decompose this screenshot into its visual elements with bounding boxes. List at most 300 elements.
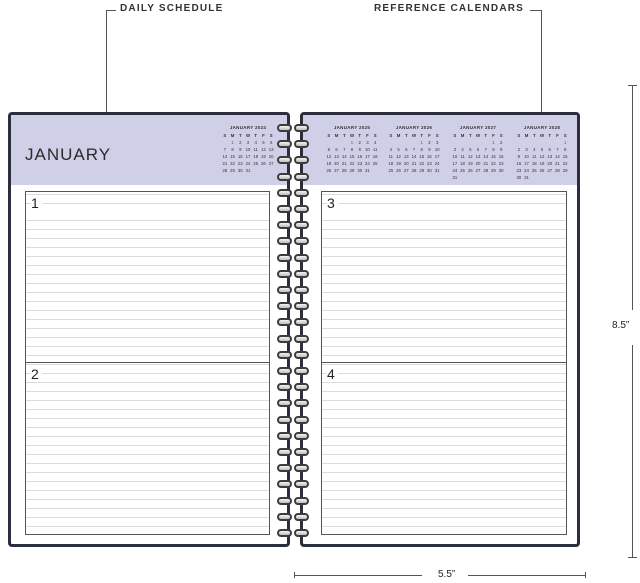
mini-calendar-title: JANUARY 2027 — [459, 125, 497, 130]
ring-loop — [277, 367, 292, 375]
calendar-date: 26 — [539, 168, 545, 173]
calendar-date: 27 — [403, 168, 409, 173]
height-dimension-label: 8.5” — [612, 320, 630, 331]
ring-loop — [294, 448, 309, 456]
calendar-date: 12 — [326, 154, 332, 159]
calendar-date: 15 — [230, 154, 235, 159]
ring-loop — [294, 480, 309, 488]
calendar-date: 21 — [483, 161, 489, 166]
calendar-date: 2 — [499, 140, 503, 145]
calendar-date: 8 — [231, 147, 234, 152]
calendar-date: 29 — [491, 168, 496, 173]
calendar-date: 9 — [517, 154, 521, 159]
calendar-date: 12 — [539, 154, 545, 159]
calendar-date: 7 — [556, 147, 559, 152]
calendar-date: 11 — [372, 147, 378, 152]
weekday-label: S — [435, 133, 439, 138]
weekday-label: M — [396, 133, 401, 138]
weekday-label: S — [499, 133, 503, 138]
weekday-label: S — [223, 133, 227, 138]
ring-loop — [277, 529, 292, 537]
calendar-date: 25 — [460, 168, 465, 173]
empty-cell — [474, 139, 482, 146]
ring-loop — [277, 205, 292, 213]
calendar-date: 3 — [366, 140, 369, 145]
spiral-ring — [275, 416, 311, 424]
calendar-date: 20 — [475, 161, 481, 166]
empty-cell — [554, 139, 562, 146]
calendar-date: 6 — [405, 147, 408, 152]
calendar-date: 23 — [498, 161, 504, 166]
ring-loop — [277, 237, 292, 245]
calendar-date: 3 — [525, 147, 528, 152]
calendar-date: 2 — [239, 140, 242, 145]
calendar-date: 24 — [524, 168, 529, 173]
weekday-label: T — [484, 133, 488, 138]
ring-loop — [277, 399, 292, 407]
mini-calendar-grid — [515, 132, 569, 181]
weekday-label: M — [524, 133, 529, 138]
calendar-date: 24 — [245, 161, 251, 166]
empty-cell — [466, 139, 474, 146]
calendar-date: 21 — [411, 161, 417, 166]
spiral-ring — [275, 367, 311, 375]
weekday-label: S — [269, 133, 273, 138]
calendar-date: 22 — [349, 161, 355, 166]
calendar-date: 9 — [239, 147, 242, 152]
ring-loop — [294, 529, 309, 537]
day-number: 3 — [327, 195, 338, 211]
month-title: JANUARY — [25, 145, 112, 164]
ring-loop — [277, 383, 292, 391]
ring-loop — [294, 497, 309, 505]
ring-loop — [294, 464, 309, 472]
day-box-4[interactable] — [321, 362, 567, 535]
calendar-date: 20 — [403, 161, 409, 166]
calendar-date: 30 — [516, 175, 522, 180]
day-box-1[interactable] — [25, 191, 270, 363]
ring-loop — [294, 205, 309, 213]
calendar-date: 5 — [327, 147, 331, 152]
spiral-ring — [275, 448, 311, 456]
mini-calendar — [325, 125, 379, 174]
calendar-date: 17 — [245, 154, 251, 159]
empty-cell — [333, 139, 341, 146]
calendar-date: 23 — [516, 168, 522, 173]
calendar-date: 12 — [261, 147, 266, 152]
weekday-label: S — [327, 133, 331, 138]
empty-cell — [515, 139, 523, 146]
calendar-date: 23 — [237, 161, 243, 166]
mini-calendar-title: JANUARY 2028 — [523, 125, 561, 130]
calendar-date: 19 — [261, 154, 266, 159]
day-box-3[interactable] — [321, 191, 567, 363]
ring-loop — [294, 237, 309, 245]
calendar-date: 18 — [253, 154, 259, 159]
calendar-date: 3 — [435, 140, 439, 145]
calendar-date: 29 — [419, 168, 425, 173]
weekday-label: F — [492, 133, 495, 138]
height-dimension-line-bottom — [632, 345, 633, 558]
day-number: 4 — [327, 366, 338, 382]
calendar-date: 6 — [548, 147, 551, 152]
calendar-date: 16 — [237, 154, 243, 159]
weekday-label: T — [548, 133, 552, 138]
daily-schedule-callout: DAILY SCHEDULE — [120, 3, 224, 14]
ring-loop — [277, 302, 292, 310]
ring-loop — [294, 513, 309, 521]
weekday-label: T — [254, 133, 258, 138]
empty-cell — [546, 139, 554, 146]
calendar-date: 12 — [467, 154, 473, 159]
right-page — [300, 112, 580, 547]
calendar-date: 29 — [562, 168, 568, 173]
mini-calendar-grid — [221, 132, 275, 174]
weekday-label: M — [460, 133, 465, 138]
calendar-date: 31 — [245, 168, 251, 173]
calendar-date: 25 — [253, 161, 259, 166]
calendar-date: 4 — [373, 140, 377, 145]
left-page — [8, 112, 290, 547]
calendar-date: 19 — [396, 161, 401, 166]
ring-loop — [294, 432, 309, 440]
empty-cell — [325, 139, 333, 146]
calendar-date: 15 — [349, 154, 355, 159]
height-dimension-line-top — [632, 85, 633, 310]
ring-loop — [294, 254, 309, 262]
ring-loop — [294, 173, 309, 181]
ring-loop — [277, 416, 292, 424]
ring-loop — [277, 464, 292, 472]
calendar-date: 4 — [461, 147, 464, 152]
calendar-date: 9 — [358, 147, 361, 152]
calendar-date: 26 — [326, 168, 332, 173]
daily-schedule-leader-h — [106, 10, 116, 11]
width-dimension-label: 5.5” — [438, 569, 456, 580]
calendar-date: 8 — [350, 147, 354, 152]
calendar-date: 2 — [428, 140, 431, 145]
ring-loop — [294, 189, 309, 197]
mini-calendar — [221, 125, 275, 174]
calendar-date: 1 — [231, 140, 234, 145]
calendar-date: 17 — [434, 154, 440, 159]
calendar-date: 14 — [555, 154, 560, 159]
calendar-date: 15 — [562, 154, 568, 159]
empty-cell — [530, 139, 538, 146]
calendar-date: 13 — [403, 154, 409, 159]
spiral-ring — [275, 480, 311, 488]
calendar-date: 29 — [349, 168, 355, 173]
calendar-date: 12 — [396, 154, 401, 159]
ring-loop — [277, 513, 292, 521]
calendar-date: 20 — [547, 161, 553, 166]
calendar-date: 24 — [434, 161, 440, 166]
ring-loop — [294, 399, 309, 407]
width-tick-right — [585, 572, 586, 578]
weekday-label: W — [349, 133, 355, 138]
calendar-date: 2 — [358, 140, 361, 145]
ring-loop — [277, 156, 292, 164]
ring-loop — [277, 335, 292, 343]
spiral-ring — [275, 529, 311, 537]
ring-loop — [277, 497, 292, 505]
weekday-label: S — [389, 133, 393, 138]
calendar-date: 4 — [389, 147, 393, 152]
calendar-date: 1 — [350, 140, 354, 145]
calendar-date: 18 — [460, 161, 465, 166]
calendar-date: 17 — [524, 161, 529, 166]
spiral-ring — [275, 464, 311, 472]
calendar-date: 23 — [427, 161, 432, 166]
mini-calendar — [451, 125, 505, 181]
calendar-date: 22 — [491, 161, 496, 166]
calendar-date: 31 — [452, 175, 458, 180]
spiral-ring — [275, 432, 311, 440]
calendar-date: 22 — [562, 161, 568, 166]
calendar-date: 25 — [531, 168, 537, 173]
calendar-date: 5 — [262, 140, 265, 145]
calendar-date: 1 — [420, 140, 423, 145]
width-dimension-line-left — [294, 575, 422, 576]
spiral-ring — [275, 399, 311, 407]
calendar-date: 20 — [268, 154, 274, 159]
calendar-date: 8 — [563, 147, 567, 152]
weekday-label: T — [404, 133, 408, 138]
calendar-date: 10 — [524, 154, 529, 159]
ring-loop — [277, 221, 292, 229]
ring-loop — [294, 351, 309, 359]
calendar-date: 27 — [268, 161, 274, 166]
calendar-date: 7 — [484, 147, 487, 152]
calendar-date: 15 — [491, 154, 496, 159]
calendar-date: 27 — [547, 168, 553, 173]
spiral-ring — [275, 140, 311, 148]
calendar-date: 14 — [411, 154, 417, 159]
empty-cell — [221, 139, 229, 146]
ring-loop — [294, 335, 309, 343]
weekday-label: S — [563, 133, 567, 138]
weekday-label: W — [475, 133, 481, 138]
weekday-label: M — [230, 133, 235, 138]
calendar-date: 21 — [222, 161, 228, 166]
calendar-date: 11 — [253, 147, 258, 152]
weekday-label: W — [411, 133, 417, 138]
calendar-date: 14 — [483, 154, 489, 159]
calendar-date: 2 — [517, 147, 521, 152]
ring-loop — [294, 140, 309, 148]
calendar-date: 5 — [469, 147, 472, 152]
calendar-date: 13 — [475, 154, 481, 159]
calendar-date: 31 — [365, 168, 370, 173]
calendar-date: 24 — [452, 168, 458, 173]
spiral-ring — [275, 189, 311, 197]
mini-calendar-title: JANUARY 2026 — [395, 125, 433, 130]
calendar-date: 28 — [411, 168, 417, 173]
ring-loop — [277, 140, 292, 148]
calendar-date: 25 — [372, 161, 378, 166]
empty-cell — [538, 139, 546, 146]
weekday-label: F — [262, 133, 265, 138]
calendar-date: 16 — [357, 154, 363, 159]
calendar-date: 9 — [499, 147, 503, 152]
calendar-date: 11 — [532, 154, 537, 159]
weekday-label: T — [468, 133, 472, 138]
calendar-date: 3 — [453, 147, 457, 152]
calendar-date: 18 — [372, 154, 378, 159]
spiral-ring — [275, 318, 311, 326]
calendar-date: 4 — [254, 140, 257, 145]
calendar-date: 28 — [555, 168, 560, 173]
calendar-date: 11 — [460, 154, 465, 159]
calendar-date: 10 — [245, 147, 251, 152]
empty-cell — [402, 139, 410, 146]
calendar-date: 3 — [246, 140, 250, 145]
calendar-date: 26 — [261, 161, 266, 166]
calendar-date: 31 — [524, 175, 529, 180]
weekday-label: F — [366, 133, 369, 138]
spiral-binding — [271, 118, 315, 543]
calendar-date: 26 — [467, 168, 473, 173]
weekday-label: S — [453, 133, 457, 138]
weekday-label: S — [517, 133, 521, 138]
calendar-date: 27 — [334, 168, 339, 173]
weekday-label: F — [556, 133, 559, 138]
ring-loop — [277, 270, 292, 278]
calendar-date: 16 — [498, 154, 504, 159]
empty-cell — [482, 139, 490, 146]
calendar-date: 19 — [539, 161, 545, 166]
ring-loop — [277, 124, 292, 132]
mini-calendar-title: JANUARY 2025 — [333, 125, 371, 130]
calendar-date: 7 — [223, 147, 227, 152]
spiral-ring — [275, 173, 311, 181]
day-number: 2 — [31, 366, 42, 382]
calendar-date: 18 — [388, 161, 394, 166]
calendar-date: 1 — [563, 140, 567, 145]
ring-loop — [294, 270, 309, 278]
calendar-date: 30 — [427, 168, 432, 173]
calendar-date: 31 — [434, 168, 440, 173]
weekday-label: T — [358, 133, 362, 138]
ring-loop — [277, 448, 292, 456]
weekday-label: T — [420, 133, 424, 138]
ring-loop — [294, 156, 309, 164]
day-box-2[interactable] — [25, 362, 270, 535]
calendar-date: 6 — [476, 147, 480, 152]
calendar-date: 28 — [483, 168, 489, 173]
width-dimension-line-right — [468, 575, 586, 576]
calendar-date: 20 — [334, 161, 339, 166]
calendar-date: 30 — [498, 168, 504, 173]
ring-loop — [277, 286, 292, 294]
calendar-date: 4 — [533, 147, 536, 152]
calendar-date: 10 — [452, 154, 458, 159]
mini-calendar-title: JANUARY 2024 — [229, 125, 267, 130]
calendar-date: 16 — [516, 161, 522, 166]
calendar-date: 21 — [555, 161, 560, 166]
ring-loop — [294, 302, 309, 310]
spiral-ring — [275, 270, 311, 278]
calendar-date: 15 — [419, 154, 425, 159]
ring-loop — [277, 432, 292, 440]
weekday-label: S — [373, 133, 377, 138]
empty-cell — [451, 139, 459, 146]
calendar-date: 19 — [467, 161, 473, 166]
reference-calendars-callout: REFERENCE CALENDARS — [374, 3, 525, 14]
spiral-ring — [275, 205, 311, 213]
reference-calendars-leader-v — [541, 10, 542, 120]
calendar-date: 26 — [396, 168, 401, 173]
mini-calendar — [515, 125, 569, 181]
spiral-ring — [275, 156, 311, 164]
ring-loop — [294, 124, 309, 132]
spiral-ring — [275, 221, 311, 229]
mini-calendar — [387, 125, 441, 174]
mini-calendar-grid — [325, 132, 379, 174]
calendar-date: 8 — [492, 147, 495, 152]
ring-loop — [277, 480, 292, 488]
calendar-date: 16 — [427, 154, 432, 159]
mini-calendar-grid — [387, 132, 441, 174]
ring-loop — [277, 351, 292, 359]
mini-calendar-grid — [451, 132, 505, 181]
spiral-ring — [275, 286, 311, 294]
calendar-date: 1 — [492, 140, 495, 145]
calendar-date: 13 — [547, 154, 553, 159]
weekday-label: W — [245, 133, 251, 138]
calendar-date: 28 — [341, 168, 347, 173]
ring-loop — [294, 318, 309, 326]
calendar-date: 14 — [341, 154, 347, 159]
spiral-ring — [275, 383, 311, 391]
spiral-ring — [275, 254, 311, 262]
calendar-date: 17 — [452, 161, 458, 166]
ring-loop — [294, 286, 309, 294]
weekday-label: M — [334, 133, 339, 138]
calendar-date: 10 — [365, 147, 370, 152]
ring-loop — [294, 383, 309, 391]
ring-loop — [294, 416, 309, 424]
spiral-ring — [275, 302, 311, 310]
empty-cell — [459, 139, 467, 146]
calendar-date: 17 — [365, 154, 370, 159]
weekday-label: W — [539, 133, 545, 138]
calendar-date: 24 — [365, 161, 370, 166]
calendar-date: 7 — [412, 147, 416, 152]
calendar-date: 29 — [230, 168, 235, 173]
empty-cell — [387, 139, 395, 146]
empty-cell — [410, 139, 418, 146]
calendar-date: 30 — [237, 168, 243, 173]
spiral-ring — [275, 335, 311, 343]
calendar-date: 23 — [357, 161, 363, 166]
weekday-label: F — [428, 133, 431, 138]
calendar-date: 14 — [222, 154, 228, 159]
calendar-date: 5 — [540, 147, 544, 152]
spiral-ring — [275, 237, 311, 245]
calendar-date: 6 — [335, 147, 338, 152]
calendar-date: 5 — [397, 147, 400, 152]
calendar-date: 22 — [419, 161, 425, 166]
ring-loop — [294, 221, 309, 229]
weekday-label: T — [342, 133, 346, 138]
calendar-date: 13 — [268, 147, 274, 152]
spiral-ring — [275, 351, 311, 359]
calendar-date: 27 — [475, 168, 481, 173]
calendar-date: 19 — [326, 161, 332, 166]
weekday-label: T — [532, 133, 536, 138]
calendar-date: 13 — [334, 154, 339, 159]
